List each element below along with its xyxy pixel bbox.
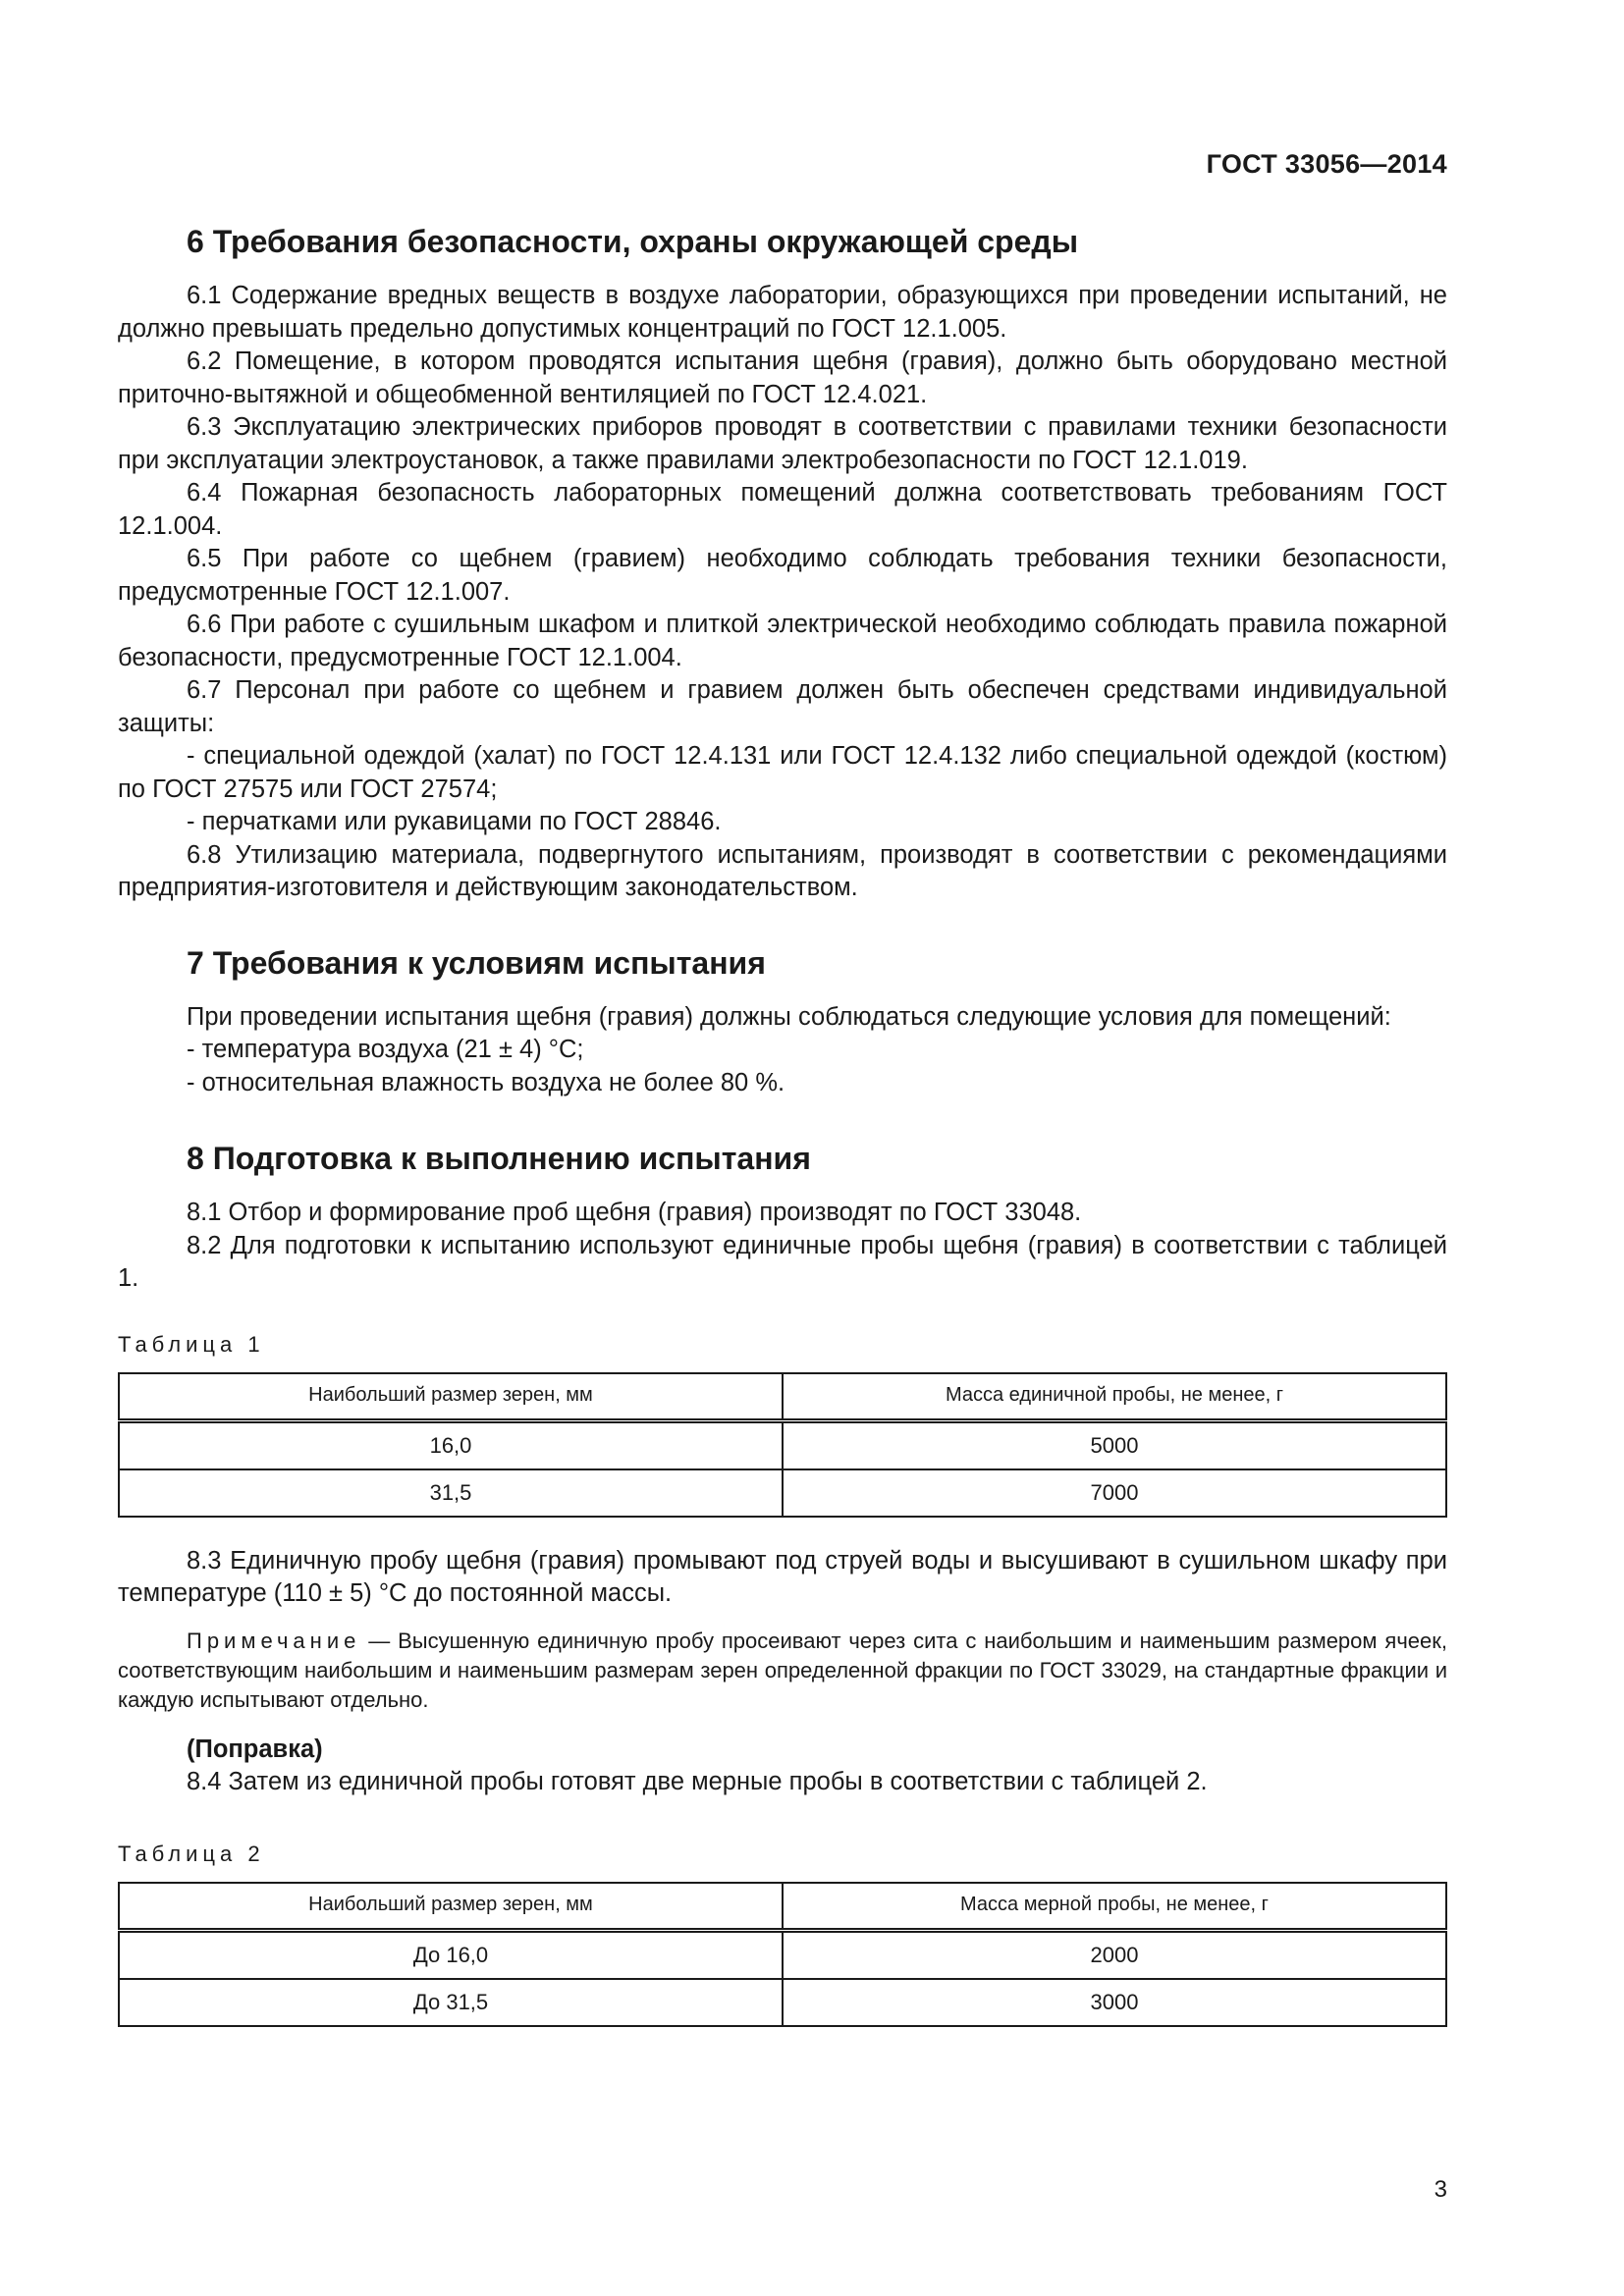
table-row xyxy=(119,1930,1446,1979)
list-item-temperature: - температура воздуха (21 ± 4) °С; xyxy=(187,1036,584,1063)
paragraph-6-3: 6.3 Эксплуатацию электрических приборов проводят в соответствии с правилами техники безопасности при эксплуатации электроустановок, а также правилами электробезопасности по ГОСТ 12.1.019. xyxy=(118,413,1447,474)
note-text: — Высушенную единичную пробу просеивают через сита с наибольшим и наименьшим размером ячеек, соответствующим наибольшим и наименьшим размерам зерен определенной фракции по ГОСТ 33029, на стандартные фракции и каждую испытывают отдельно. xyxy=(118,1628,1447,1712)
section-7-title: 7 Требования к условиям испытания xyxy=(187,944,766,981)
table-1-caption: Таблица 1 xyxy=(118,1331,265,1357)
list-item-clothing: - специальной одеждой (халат) по ГОСТ 12.4.131 или ГОСТ 12.4.132 либо специальной одеждой (костюм) по ГОСТ 27575 или ГОСТ 27574; xyxy=(118,742,1447,803)
table-1 xyxy=(118,1372,1447,1518)
paragraph-8-3: 8.3 Единичную пробу щебня (гравия) промывают под струей воды и высушивают в сушильном шкафу при температуре (110 ± 5) °С до постоянной массы. xyxy=(118,1546,1447,1607)
table-2 xyxy=(118,1882,1447,2027)
table-header-cell: Наибольший размер зерен, мм xyxy=(119,1883,783,1931)
paragraph-8-2: 8.2 Для подготовки к испытанию используют единичные пробы щебня (гравия) в соответствии с таблицей 1. xyxy=(118,1231,1447,1292)
amendment-mark: (Поправка) xyxy=(187,1735,323,1763)
note-label: Примечание xyxy=(187,1628,361,1653)
table-row xyxy=(119,1420,1446,1469)
document-code: ГОСТ 33056—2014 xyxy=(1206,149,1447,179)
table-cell: 3000 xyxy=(783,1979,1446,2026)
section-8-title: 8 Подготовка к выполнению испытания xyxy=(187,1141,811,1176)
table-header-cell: Масса мерной пробы, не менее, г xyxy=(783,1883,1446,1931)
paragraph-6-7: 6.7 Персонал при работе со щебнем и гравием должен быть обеспечен средствами индивидуальной защиты: xyxy=(118,676,1447,737)
table-cell: До 16,0 xyxy=(119,1930,783,1979)
table-header-cell: Наибольший размер зерен, мм xyxy=(119,1373,783,1421)
list-item-gloves: - перчатками или рукавицами по ГОСТ 28846. xyxy=(187,808,722,835)
paragraph-6-2: 6.2 Помещение, в котором проводятся испытания щебня (гравия), должно быть оборудовано местной приточно-вытяжной и общеобменной вентиляцией по ГОСТ 12.4.021. xyxy=(118,347,1447,408)
note xyxy=(118,1627,1447,1715)
list-item-humidity: - относительная влажность воздуха не более 80 %. xyxy=(187,1068,785,1096)
table-cell: 2000 xyxy=(783,1930,1446,1979)
table-header-cell: Масса единичной пробы, не менее, г xyxy=(783,1373,1446,1421)
table-cell: До 31,5 xyxy=(119,1979,783,2026)
paragraph-6-5: 6.5 При работе со щебнем (гравием) необходимо соблюдать требования техники безопасности, предусмотренные ГОСТ 12.1.007. xyxy=(118,545,1447,606)
table-cell: 7000 xyxy=(783,1469,1446,1517)
section-6-title: 6 Требования безопасности, охраны окружающей среды xyxy=(187,224,1079,259)
paragraph-6-8: 6.8 Утилизацию материала, подвергнутого испытаниям, производят в соответствии с рекомендациями предприятия-изготовителя и действующим законодательством. xyxy=(118,840,1447,901)
table-row xyxy=(119,1469,1446,1517)
paragraph-7-intro: При проведении испытания щебня (гравия) должны соблюдаться следующие условия для помещений: xyxy=(187,1002,1391,1031)
table-header-row xyxy=(119,1373,1446,1421)
table-header-row xyxy=(119,1883,1446,1931)
table-cell: 16,0 xyxy=(119,1420,783,1469)
paragraph-6-6: 6.6 При работе с сушильным шкафом и плиткой электрической необходимо соблюдать правила пожарной безопасности, предусмотренные ГОСТ 12.1.004. xyxy=(118,611,1447,671)
paragraph-8-4: 8.4 Затем из единичной пробы готовят две мерные пробы в соответствии с таблицей 2. xyxy=(187,1768,1208,1795)
paragraph-6-4: 6.4 Пожарная безопасность лабораторных помещений должна соответствовать требованиям ГОСТ 12.1.004. xyxy=(118,479,1447,540)
table-cell: 31,5 xyxy=(119,1469,783,1517)
page-content xyxy=(118,222,1447,2027)
page-number: 3 xyxy=(1434,2176,1447,2203)
table-row xyxy=(119,1979,1446,2026)
paragraph-6-1: 6.1 Содержание вредных веществ в воздухе лаборатории, образующихся при проведении испытаний, не должно превышать предельно допустимых концентраций по ГОСТ 12.1.005. xyxy=(118,282,1447,343)
table-2-caption: Таблица 2 xyxy=(118,1841,265,1866)
paragraph-8-1: 8.1 Отбор и формирование проб щебня (гравия) производят по ГОСТ 33048. xyxy=(187,1199,1082,1226)
table-cell: 5000 xyxy=(783,1420,1446,1469)
